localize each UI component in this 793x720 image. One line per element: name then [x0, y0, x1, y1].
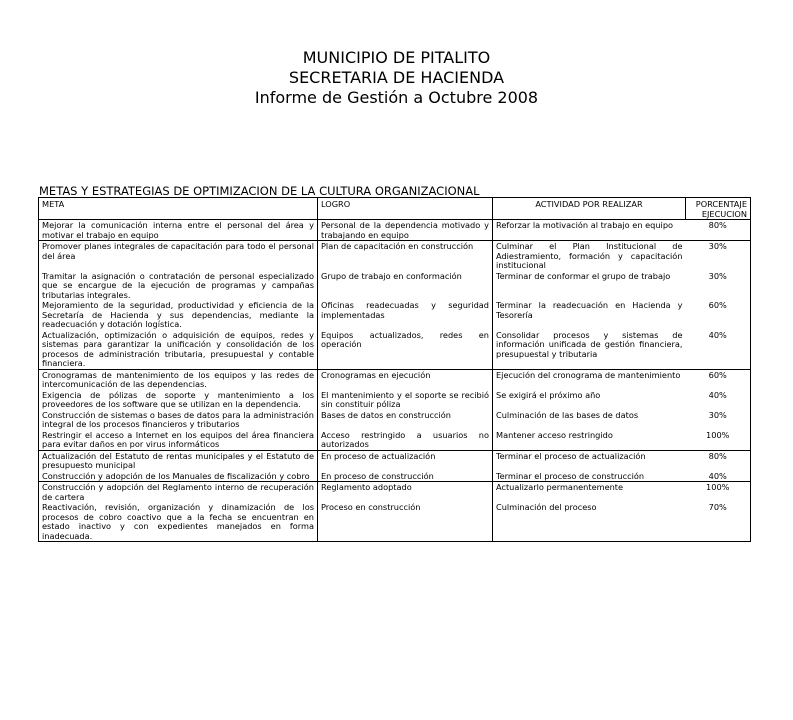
cell-meta: Mejoramiento de la seguridad, productividad y eficiencia de la Secretaría de Hacienda y sus dependencias, mediante la readecuación y dotación logística.	[39, 300, 318, 330]
municipality-title: MUNICIPIO DE PITALITO	[302, 48, 491, 67]
table-row	[39, 502, 751, 542]
table-row	[39, 330, 751, 370]
cell-porcentaje: 80%	[686, 450, 751, 471]
cell-logro: Plan de capacitación en construcción	[318, 241, 493, 271]
report-title: Informe de Gestión a Octubre 2008	[254, 88, 539, 107]
column-header-actividad: ACTIVIDAD POR REALIZAR	[493, 198, 686, 220]
cell-logro: En proceso de actualización	[318, 450, 493, 471]
table-row	[39, 220, 751, 241]
cell-porcentaje: 70%	[686, 502, 751, 542]
cell-meta: Promover planes integrales de capacitación para todo el personal del área	[39, 241, 318, 271]
cell-meta: Reactivación, revisión, organización y dinamización de los procesos de cobro coactivo que a la fecha se encuentran en estado inactivo y con expedientes manejados en forma inadecuada.	[39, 502, 318, 542]
table-row	[39, 430, 751, 451]
cell-logro: El mantenimiento y el soporte se recibió sin constituir póliza	[318, 390, 493, 410]
cell-actividad: Consolidar procesos y sistemas de información unificada de gestión financiera, presupuestal y tributaria	[496, 329, 683, 359]
cell-actividad: Se exigirá el próximo año	[496, 389, 601, 400]
cell-logro: En proceso de construcción	[318, 471, 493, 482]
cell-porcentaje: 60%	[686, 369, 751, 390]
cell-logro: Acceso restringido a usuarios no autorizados	[318, 430, 493, 451]
cell-meta: Construcción y adopción de los Manuales de fiscalización y cobro	[39, 471, 318, 482]
cell-actividad: Mantener acceso restringido	[496, 429, 613, 440]
report-header	[0, 48, 793, 108]
cell-porcentaje: 80%	[686, 220, 751, 241]
cell-logro: Personal de la dependencia motivado y trabajando en equipo	[318, 220, 493, 241]
cell-logro: Proceso en construcción	[318, 502, 493, 542]
cell-porcentaje: 30%	[686, 241, 751, 271]
table-row	[39, 410, 751, 430]
cell-actividad: Terminar de conformar el grupo de trabajo	[496, 270, 671, 281]
cell-porcentaje: 100%	[686, 482, 751, 503]
cell-porcentaje: 40%	[686, 330, 751, 370]
cell-meta: Mejorar la comunicación interna entre el personal del área y motivar el trabajo en equipo	[39, 220, 318, 241]
cell-actividad: Culminación del proceso	[493, 502, 686, 542]
cell-porcentaje: 40%	[686, 471, 751, 482]
cell-porcentaje: 30%	[686, 271, 751, 301]
table-row	[39, 390, 751, 410]
table-row	[39, 271, 751, 301]
cell-meta: Construcción de sistemas o bases de datos para la administración integral de los procesos financieros y tributarios	[39, 410, 318, 430]
table-row	[39, 369, 751, 390]
cell-meta: Construcción y adopción del Reglamento interno de recuperación de cartera	[39, 482, 318, 503]
table-row	[39, 300, 751, 330]
table-header-row	[39, 198, 751, 220]
department-title: SECRETARIA DE HACIENDA	[288, 68, 505, 87]
cell-actividad: Culminación de las bases de datos	[496, 409, 639, 420]
cell-actividad: Culminar el Plan Institucional de Adiestramiento, formación y capacitación institucional	[493, 241, 686, 271]
cell-actividad: Reforzar la motivación al trabajo en equipo	[493, 220, 686, 241]
cell-meta: Exigencia de pólizas de soporte y mantenimiento a los proveedores de los software que se utilizan en la dependencia.	[39, 390, 318, 410]
cell-meta: Actualización, optimización o adquisición de equipos, redes y sistemas para garantizar la unificación y consolidación de los procesos de administración tributaria, presupuestal y contable financiera.	[39, 330, 318, 370]
cell-meta: Cronogramas de mantenimiento de los equipos y las redes de intercomunicación de las dependencias.	[39, 369, 318, 390]
column-header-logro: LOGRO	[318, 198, 493, 220]
table-row	[39, 471, 751, 482]
cell-meta: Actualización del Estatuto de rentas municipales y el Estatuto de presupuesto municipal	[39, 450, 318, 471]
cell-logro: Bases de datos en construcción	[318, 410, 493, 430]
cell-actividad: Terminar el proceso de actualización	[493, 450, 686, 471]
cell-logro: Oficinas readecuadas y seguridad implementadas	[318, 300, 493, 330]
goals-table	[38, 197, 751, 542]
cell-logro: Grupo de trabajo en conformación	[318, 271, 493, 301]
cell-logro: Equipos actualizados, redes en operación	[318, 330, 493, 370]
cell-porcentaje: 30%	[686, 410, 751, 430]
cell-meta: Tramitar la asignación o contratación de personal especializado que se encargue de la ejecución de programas y campañas tributarias integrales.	[39, 271, 318, 301]
cell-porcentaje: 100%	[686, 430, 751, 451]
cell-logro: Cronogramas en ejecución	[318, 369, 493, 390]
cell-actividad: Terminar la readecuación en Hacienda y Tesorería	[496, 300, 683, 320]
table-row	[39, 450, 751, 471]
cell-porcentaje: 60%	[686, 300, 751, 330]
cell-actividad: Ejecución del cronograma de mantenimiento	[493, 369, 686, 390]
column-header-meta: META	[39, 198, 318, 220]
cell-porcentaje: 40%	[686, 390, 751, 410]
column-header-porcentaje: PORCENTAJE EJECUCION	[686, 198, 751, 220]
table-row	[39, 482, 751, 503]
section-title: METAS Y ESTRATEGIAS DE OPTIMIZACION DE LA CULTURA ORGANIZACIONAL	[39, 184, 480, 198]
table-row	[39, 241, 751, 271]
cell-actividad: Actualizarlo permanentemente	[493, 482, 686, 503]
cell-meta: Restringir el acceso a Internet en los equipos del área financiera para evitar daños en por virus informáticos	[39, 430, 318, 451]
cell-logro: Reglamento adoptado	[318, 482, 493, 503]
cell-actividad: Terminar el proceso de construcción	[496, 470, 645, 481]
